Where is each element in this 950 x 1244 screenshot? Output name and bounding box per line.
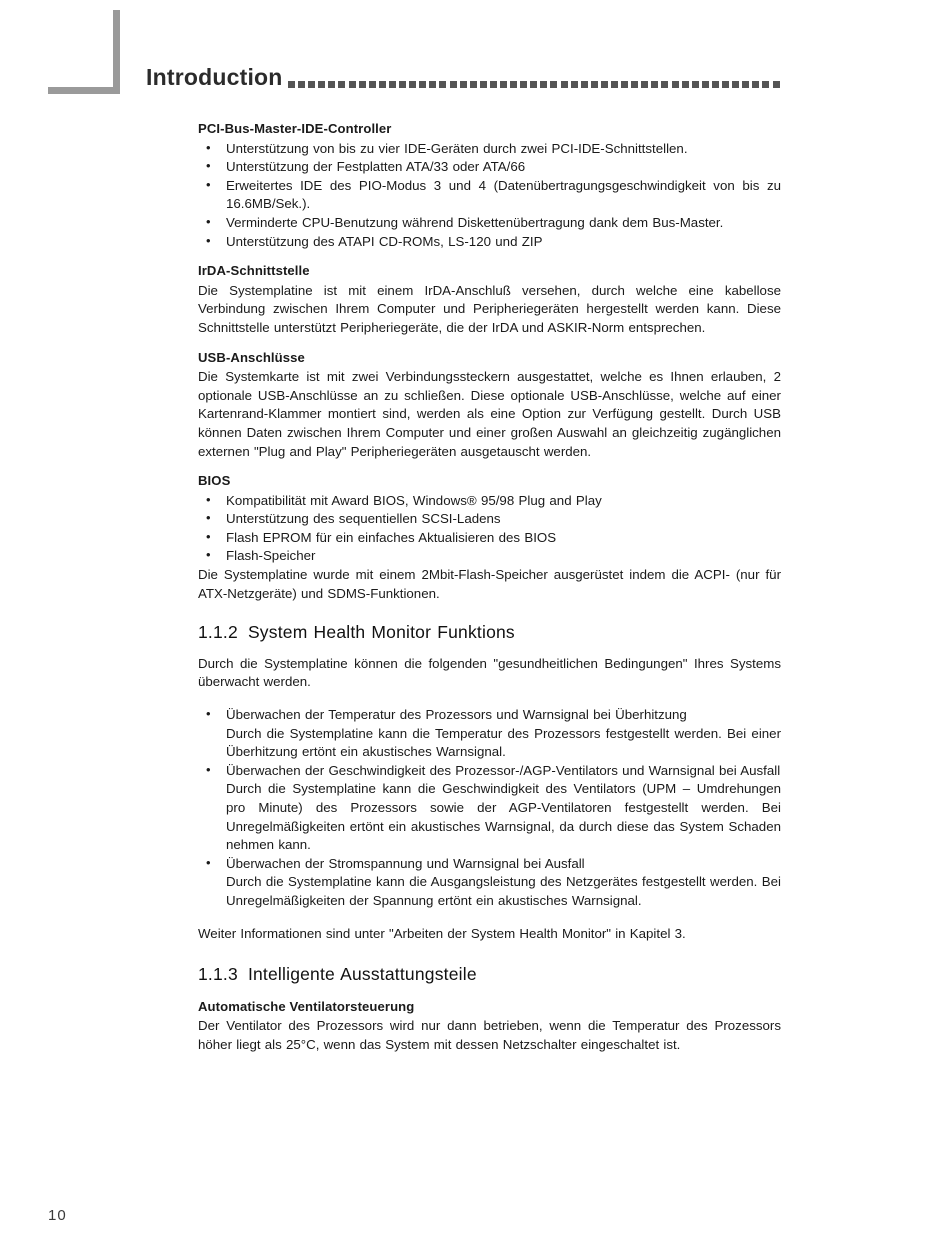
list-item-lead: Überwachen der Geschwindigkeit des Prozessor-/AGP-Ventilators und Warnsignal bei Ausfall [226,762,781,778]
paragraph-bios: Die Systemplatine wurde mit einem 2Mbit-Flash-Speicher ausgerüstet indem die ACPI- (nur für ATX-Netzgeräte) und SDMS-Funktionen. [198,567,781,601]
rule-dot [692,81,699,88]
page-content [198,120,781,1055]
rule-dot [773,81,780,88]
list-item: • Flash EPROM für ein einfaches Aktualisieren des BIOS [198,529,781,548]
rule-dot [520,81,527,88]
rule-dot [601,81,608,88]
rule-dot [530,81,537,88]
section-number: 1.1.3 [198,964,238,985]
corner-horizontal-bar [48,87,120,94]
rule-dot [490,81,497,88]
list-item: • Unterstützung von bis zu vier IDE-Geräten durch zwei PCI-IDE-Schnittstellen. [198,140,781,159]
section-heading-smart-features [198,965,781,984]
corner-vertical-bar [113,10,120,94]
paragraph-usb: Die Systemkarte ist mit zwei Verbindungssteckern ausgestattet, welche es Ihnen erlauben, 2 optionale USB-Anschlüsse an zu schließen. Diese optionale USB-Anschlüsse, welche auf einer Kartenrand-Klammer montiert sind, werden als eine Option zur Verfügung gestellt. Durch USB können Daten zwischen Ihrem Computer und einer großen Auswahl an gleichzeitig zugänglichen externen "Plug and Play" Peripheriegeräten ausgetauscht werden. [198,369,781,459]
rule-dot [369,81,376,88]
heading-bios: BIOS [198,473,231,489]
rule-dot [682,81,689,88]
list-ide-features [198,140,781,252]
rule-dot [429,81,436,88]
section-title: System Health Monitor Funktions [247,622,515,643]
rule-dot [298,81,305,88]
rule-dot [661,81,668,88]
heading-ide-controller: PCI-Bus-Master-IDE-Controller [198,121,392,136]
page-title: Introduction [146,64,283,90]
page-header [0,0,950,110]
rule-dot [641,81,648,88]
heading-irda: IrDA-Schnittstelle [198,263,310,279]
list-item-detail: Durch die Systemplatine kann die Geschwindigkeit des Ventilators (UPM – Umdrehungen pro Minute) des Prozessors sowie der AGP-Ventilatoren festgestellt werden. Bei Unregelmäßigkeiten ertönt ein akustisches Warnsignal, da durch diese das System Schaden nehmen kann. [226,781,781,853]
list-item-detail: Durch die Systemplatine kann die Temperatur des Prozessors festgestellt werden. Bei einer Überhitzung ertönt ein akustisches Warnsignal. [226,725,781,760]
paragraph-irda: Die Systemplatine ist mit einem IrDA-Anschluß versehen, durch welche eine kabellose Verbindung zwischen Ihrem Computer und Peripheriegeräten hergestellt werden kann. Diese Schnittstelle unterstützt Peripheriegeräte, die der IrDA und ASKIR-Norm entsprechen. [198,282,781,335]
heading-auto-fan-control: Automatische Ventilatorsteuerung [198,998,415,1014]
list-item: • Verminderte CPU-Benutzung während Diskettenübertragung dank dem Bus-Master. [198,214,781,233]
list-item: • Unterstützung der Festplatten ATA/33 oder ATA/66 [198,158,781,177]
rule-dot [732,81,739,88]
rule-dot [581,81,588,88]
rule-dot [540,81,547,88]
rule-dot [510,81,517,88]
rule-dot [672,81,679,88]
rule-dot [702,81,709,88]
section-heading-health-monitor [198,623,781,642]
list-item [198,762,781,855]
section-title: Intelligente Ausstattungsteile [247,964,477,985]
paragraph-health-intro: Durch die Systemplatine können die folgenden "gesundheitlichen Bedingungen" Ihres Systems überwacht werden. [198,655,781,690]
list-item-detail: Durch die Systemplatine kann die Ausgangsleistung des Netzgerätes festgestellt werden. Bei Unregelmäßigkeiten der Spannung ertönt ein akustisches Warnsignal. [226,874,781,908]
rule-dot [591,81,598,88]
corner-decoration-icon [48,10,120,94]
paragraph-health-closing: Weiter Informationen sind unter "Arbeiten der System Health Monitor" in Kapitel 3. [198,925,686,941]
rule-dot [439,81,446,88]
rule-dot [550,81,557,88]
rule-dot [752,81,759,88]
rule-dot [288,81,295,88]
rule-dot [399,81,406,88]
list-item [198,706,781,762]
heading-usb: USB-Anschlüsse [198,349,305,365]
list-bios-features [198,492,781,566]
list-item: • Erweitertes IDE des PIO-Modus 3 und 4 (Datenübertragungsgeschwindigkeit von bis zu 16.6MB/Sek.). [198,177,781,214]
rule-dot [470,81,477,88]
rule-dot [651,81,658,88]
list-item [198,855,781,911]
rule-dot [419,81,426,88]
rule-dot [379,81,386,88]
rule-dot [722,81,729,88]
list-item: • Unterstützung des sequentiellen SCSI-Ladens [198,510,781,529]
rule-dot [571,81,578,88]
rule-dot [712,81,719,88]
rule-dot [631,81,638,88]
list-item: • Unterstützung des ATAPI CD-ROMs, LS-120 und ZIP [198,233,781,252]
rule-dot [742,81,749,88]
rule-dot [308,81,315,88]
rule-dot [318,81,325,88]
paragraph-auto-fan-control: Der Ventilator des Prozessors wird nur dann betrieben, wenn die Temperatur des Prozessors höher liegt als 25°C, wenn das System mit dessen Netzschalter eingeschaltet ist. [198,1018,781,1052]
rule-dot [328,81,335,88]
rule-dot [389,81,396,88]
rule-dot [349,81,356,88]
rule-dot [480,81,487,88]
rule-dot [338,81,345,88]
rule-dot [450,81,457,88]
list-item: • Flash-Speicher [198,547,781,566]
rule-dot [409,81,416,88]
list-health-monitors [198,706,781,911]
list-item-lead: Überwachen der Temperatur des Prozessors und Warnsignal bei Überhitzung [226,707,687,723]
list-item: • Kompatibilität mit Award BIOS, Windows® 95/98 Plug and Play [198,492,781,511]
rule-dot [561,81,568,88]
list-item-lead: Überwachen der Stromspannung und Warnsignal bei Ausfall [226,855,585,871]
rule-dot [500,81,507,88]
rule-dot [359,81,366,88]
rule-dot [621,81,628,88]
rule-dot [611,81,618,88]
rule-dot [762,81,769,88]
header-dotted-rule [288,80,780,88]
rule-dot [460,81,467,88]
section-number: 1.1.2 [198,622,238,643]
page-number: 10 [48,1207,67,1224]
